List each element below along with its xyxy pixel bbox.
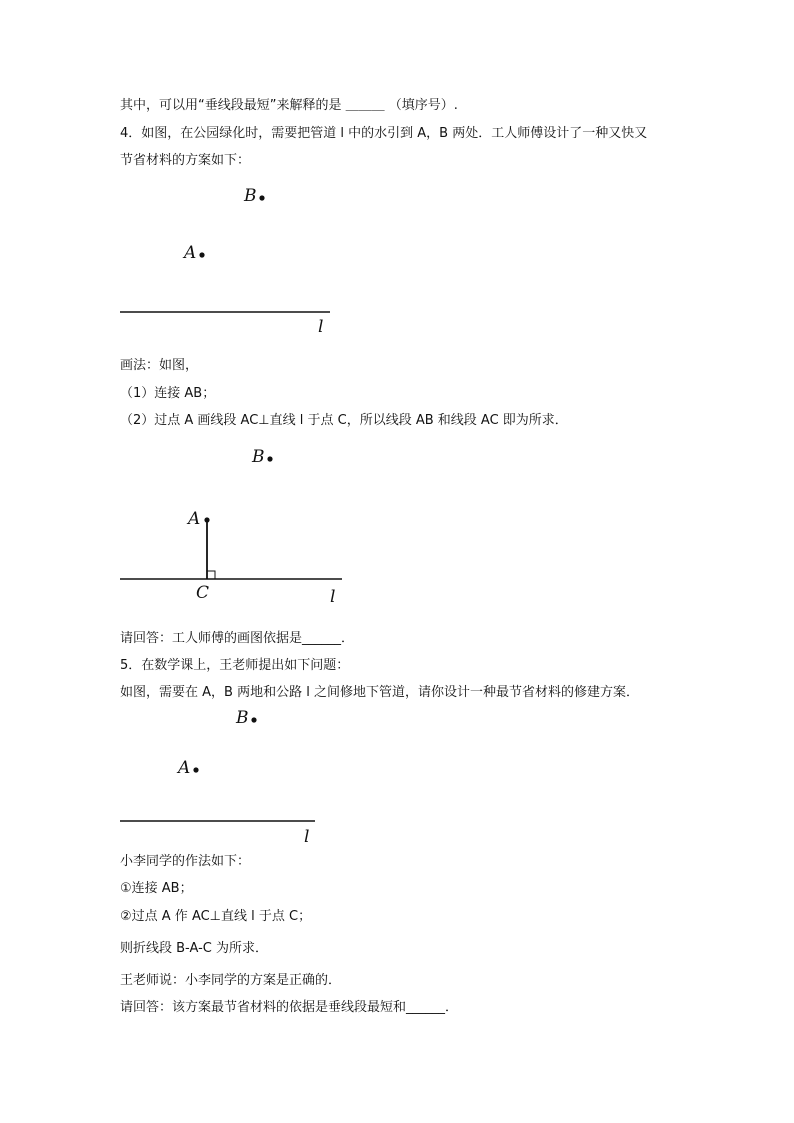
question-5-text: 5．在数学课上，王老师提出如下问题： [120,658,350,673]
point-b-dot [267,456,272,461]
student-method-heading: 小李同学的作法如下： [120,854,251,869]
question-4-text-cont: 节省材料的方案如下： [120,153,251,168]
question-4-text: 4．如图，在公园绿化时，需要把管道 l 中的水引到 A，B 两处．工人师傅设计了一种又快又 [120,126,648,141]
point-c-label: C [196,583,210,603]
figure-2 [110,440,360,610]
point-b-label: B [236,708,249,728]
point-b-label: B [244,186,257,206]
student-step-2: ②过点 A 作 AC⊥直线 l 于点 C； [120,909,312,924]
point-a-dot [199,252,204,257]
point-a-dot [193,767,198,772]
method-step-2: （2）过点 A 画线段 AC⊥直线 l 于点 C，所以线段 AB 和线段 AC 即为所求． [120,413,568,428]
question-4-ask: 请回答：工人师傅的画图依据是______． [120,631,355,646]
text-line-1: 其中，可以用“垂线段最短”来解释的是 ＿＿＿ （填序号）. [120,98,458,113]
student-conclusion: 则折线段 B-A-C 为所求． [120,941,268,956]
method-step-1: （1）连接 AB； [120,386,216,401]
method-heading: 画法：如图， [120,358,199,373]
question-5-ask: 请回答：该方案最节省材料的依据是垂线段最短和______． [120,1000,459,1015]
line-l-label: l [318,317,324,337]
line-l-label: l [304,827,310,847]
point-b-label: B [252,447,265,467]
teacher-comment: 王老师说：小李同学的方案是正确的． [120,973,342,988]
question-5-text-cont: 如图，需要在 A，B 两地和公路 l 之间修地下管道，请你设计一种最节省材料的修建方案． [120,685,639,700]
point-b-dot [251,717,256,722]
point-b-dot [259,195,264,200]
figure-1 [110,180,350,340]
point-a-label: A [178,758,191,778]
line-l-label: l [330,587,336,607]
point-a-label: A [184,243,197,263]
point-a-label: A [188,509,201,529]
student-step-1: ①连接 AB； [120,881,193,896]
figure-3 [110,700,340,850]
right-angle-mark [207,571,215,579]
